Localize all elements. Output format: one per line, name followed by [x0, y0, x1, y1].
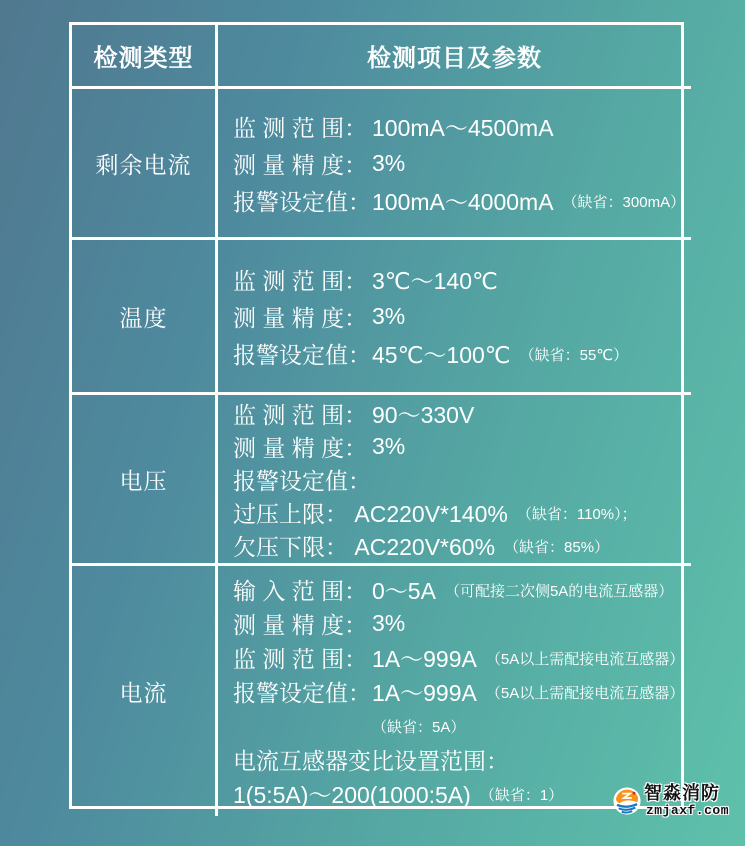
- header-detection-type: [72, 25, 218, 89]
- row-type-residual-current: [72, 89, 218, 240]
- row-type-label: 剩余电流: [95, 151, 192, 178]
- param-label: 测 量 精 度：: [233, 434, 368, 461]
- param-line: [233, 335, 685, 372]
- row-params-voltage: [218, 395, 691, 566]
- param-line: [233, 606, 685, 640]
- header-col2-label: 检测项目及参数: [367, 45, 543, 72]
- header-items-params: [218, 25, 691, 89]
- param-line: [233, 298, 685, 335]
- param-line: [233, 529, 685, 562]
- param-value: 1A～999A: [372, 679, 477, 706]
- row-type-voltage: [72, 395, 218, 566]
- param-value: 90～330V: [372, 401, 475, 428]
- param-label: 报警设定值：: [233, 467, 371, 494]
- watermark-text: [644, 784, 729, 817]
- param-value: 45℃～100℃: [372, 341, 511, 368]
- row-params-current: [218, 566, 691, 816]
- param-label: 监 测 范 围：: [233, 401, 368, 428]
- param-label: 监 测 范 围：: [233, 645, 368, 672]
- watermark-brand-name: 智淼消防: [644, 783, 720, 803]
- param-value: 欠压下限： AC220V*60%: [233, 533, 496, 560]
- param-line: [233, 145, 685, 182]
- param-line: [233, 640, 685, 674]
- row-type-label: 电压: [119, 467, 168, 494]
- param-value: 过压上限： AC220V*140%: [233, 500, 508, 527]
- zhimiao-fire-logo-icon: [613, 787, 641, 815]
- param-line: [233, 397, 685, 430]
- param-value: 3%: [372, 149, 406, 176]
- param-line: [233, 261, 685, 298]
- param-line: [233, 463, 685, 496]
- param-value: 1A～999A: [372, 645, 477, 672]
- param-value: 100mA～4000mA: [372, 188, 554, 215]
- param-note: （缺省：55℃）: [519, 347, 629, 364]
- param-note: （5A以上需配接电流互感器）: [485, 685, 685, 702]
- param-label: 监 测 范 围：: [233, 114, 368, 141]
- param-note: （5A以上需配接电流互感器）: [485, 651, 685, 668]
- param-label: 输 入 范 围：: [233, 577, 368, 604]
- param-label: 测 量 精 度：: [233, 611, 368, 638]
- param-value: 3%: [372, 302, 406, 329]
- param-value: 3℃～140℃: [372, 267, 498, 294]
- param-label: 测 量 精 度：: [233, 304, 368, 331]
- header-col1-label: 检测类型: [93, 45, 194, 72]
- param-label: 测 量 精 度：: [233, 151, 368, 178]
- param-line: [233, 708, 685, 742]
- row-type-label: 温度: [119, 304, 168, 331]
- param-value: 3%: [372, 609, 406, 636]
- watermark-site-url: zmjaxf.com: [646, 803, 730, 818]
- param-line: [233, 430, 685, 463]
- detection-spec-table: [69, 22, 684, 809]
- param-value: 0～5A: [372, 577, 436, 604]
- row-type-label: 电流: [119, 679, 168, 706]
- param-line: [233, 742, 685, 776]
- param-value: 100mA～4500mA: [372, 114, 554, 141]
- watermark-logo: [613, 784, 729, 817]
- param-note: （缺省：300mA）: [562, 194, 686, 211]
- row-params-residual-current: [218, 89, 691, 240]
- param-note: （可配接二次侧5A的电流互感器）: [444, 583, 674, 600]
- param-value: 电流互感器变比设置范围：: [233, 747, 509, 774]
- param-note: （缺省：110%）；: [516, 506, 637, 523]
- param-line: [233, 108, 685, 145]
- row-params-temperature: [218, 240, 691, 395]
- param-value: 3%: [372, 432, 406, 459]
- param-value: 1(5:5A)～200(1000:5A): [233, 781, 471, 808]
- param-label: 报警设定值：: [233, 679, 371, 706]
- row-type-temperature: [72, 240, 218, 395]
- param-note: （缺省：5A）: [372, 719, 466, 736]
- param-label: 报警设定值：: [233, 341, 371, 368]
- param-line: [233, 182, 685, 219]
- param-line: [233, 674, 685, 708]
- param-label: 监 测 范 围：: [233, 267, 368, 294]
- param-note: （缺省：85%）: [504, 539, 610, 556]
- param-note: （缺省：1）: [479, 787, 564, 804]
- param-line: [233, 572, 685, 606]
- param-line: [233, 496, 685, 529]
- param-label: 报警设定值：: [233, 188, 371, 215]
- row-type-current: [72, 566, 218, 816]
